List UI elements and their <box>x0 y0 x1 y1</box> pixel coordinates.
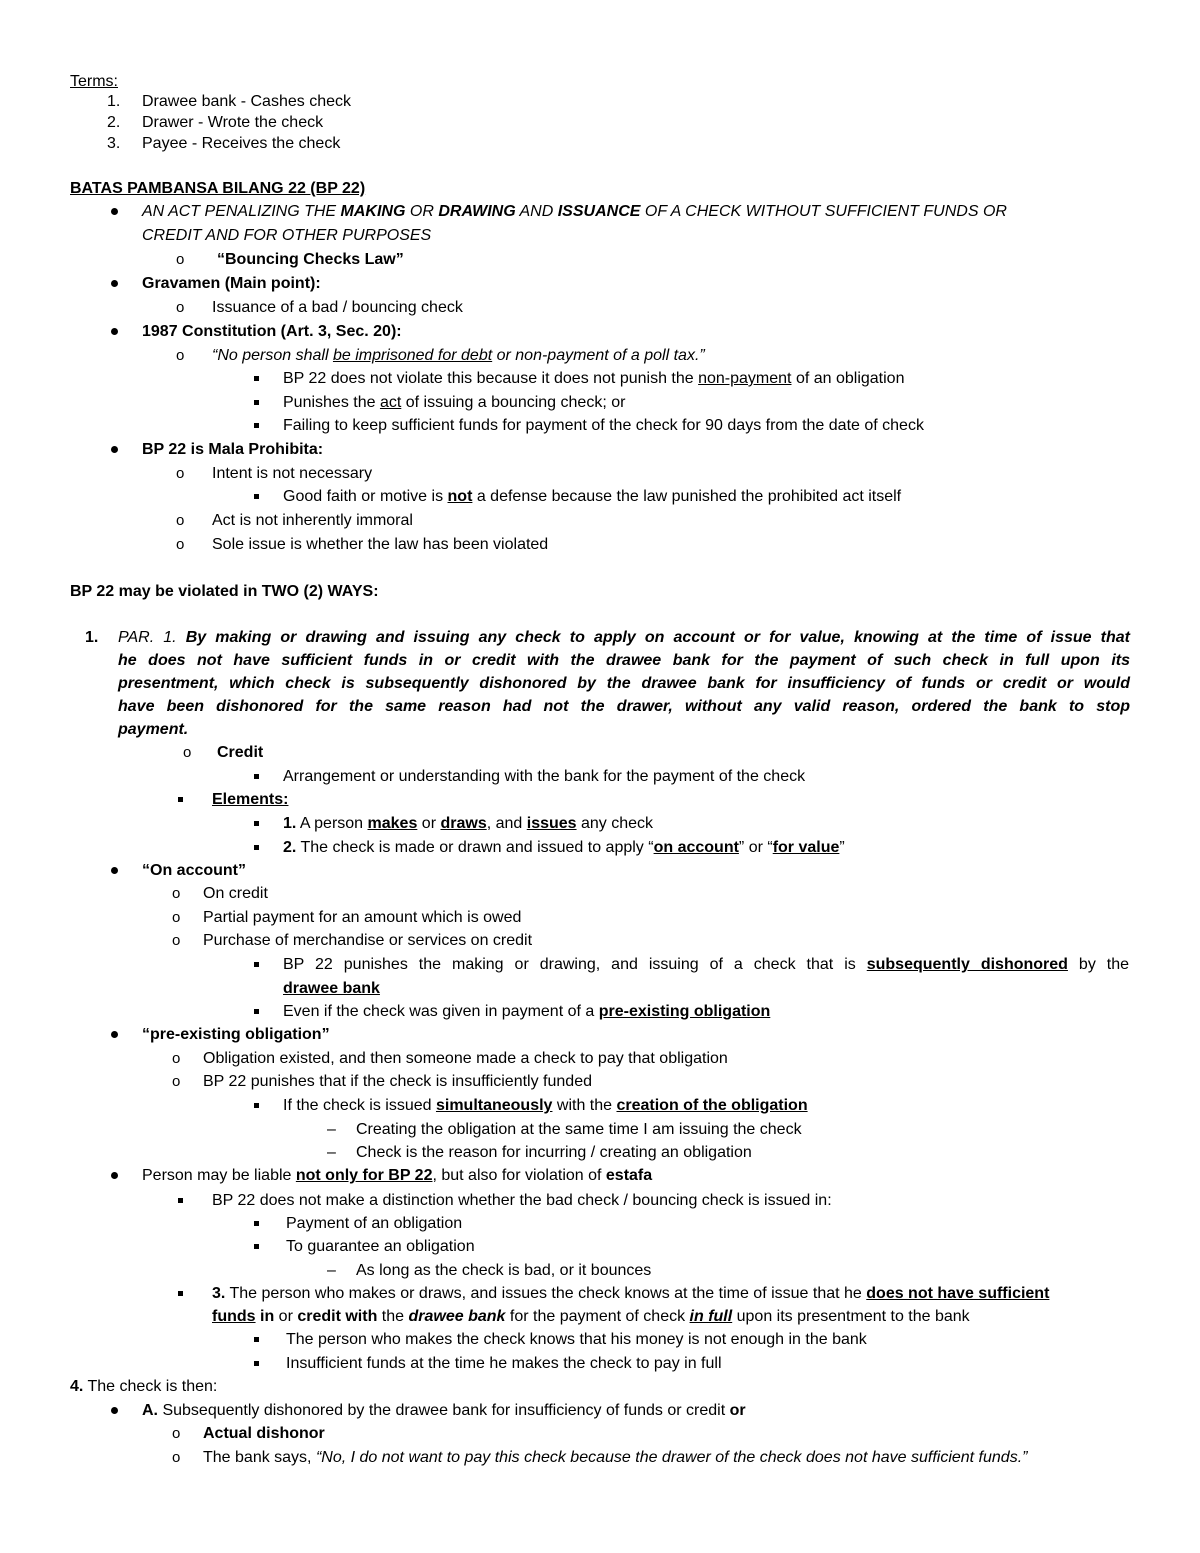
line-text <box>283 369 904 389</box>
text-run: BP 22 is Mala Prohibita: <box>142 441 324 458</box>
line-text <box>142 134 340 154</box>
line-text <box>118 674 1130 694</box>
text-run: or non-payment of a poll tax.” <box>492 347 705 364</box>
line-text <box>212 1191 832 1211</box>
bullet-square-icon <box>254 1337 259 1342</box>
text-run: The person who makes the check knows that his money is not enough in the bank <box>286 1331 867 1348</box>
text-run: The check is made or drawn and issued to apply “ <box>296 839 654 856</box>
text-run: ” or “ <box>738 839 773 856</box>
line-text <box>217 250 404 270</box>
line-text <box>283 393 625 413</box>
text-run: creation of the obligation <box>616 1097 808 1114</box>
text-run: by the <box>1067 956 1130 973</box>
bullet-square-icon <box>254 845 259 850</box>
text-run: drawee bank <box>283 980 380 997</box>
bullet-dot-icon <box>111 208 118 215</box>
text-run: Issuance of a bad / bouncing check <box>212 299 463 316</box>
bullet-square-icon <box>254 376 259 381</box>
text-run: of an obligation <box>791 370 905 387</box>
line-text <box>212 1307 970 1327</box>
text-run: “No person shall <box>212 347 333 364</box>
text-run: Drawee bank <box>142 93 237 110</box>
bullet-square-icon <box>254 400 259 405</box>
text-run: MAKING <box>340 203 406 220</box>
list-marker: o <box>172 932 181 949</box>
bullet-dot-icon <box>111 1031 118 1038</box>
line-text <box>286 1237 475 1257</box>
line-text <box>212 790 288 810</box>
bullet-dot-icon <box>111 446 118 453</box>
text-run: have been dishonored for the same reason had not the drawer, without any valid reason, ordered the bank to stop <box>118 698 1130 715</box>
list-marker: 1. <box>85 629 99 646</box>
line-text <box>70 72 118 92</box>
text-run: Sole issue is whether the law has been violated <box>212 536 549 553</box>
line-text <box>286 1214 462 1234</box>
text-run: Check is the reason for incurring / creating an obligation <box>356 1144 752 1161</box>
text-run: If the check is issued <box>283 1097 436 1114</box>
line-text <box>142 202 1007 222</box>
text-run: PAR. 1. <box>118 629 177 646</box>
text-run: 3. <box>212 1285 226 1302</box>
text-run: Credit <box>217 744 264 761</box>
text-run: not only for BP 22 <box>295 1167 433 1184</box>
bullet-square-icon <box>254 962 259 967</box>
text-run: Subsequently dishonored by the drawee bank for insufficiency of funds or credit <box>158 1402 730 1419</box>
list-marker: o <box>172 1449 181 1466</box>
text-run: - Wrote the check <box>193 114 324 131</box>
line-text <box>356 1261 651 1281</box>
list-marker: o <box>176 465 185 482</box>
line-text <box>212 1284 1049 1304</box>
text-run: - Cashes check <box>236 93 351 110</box>
list-marker: o <box>172 909 181 926</box>
bullet-dot-icon <box>111 1407 118 1414</box>
line-text <box>142 274 321 294</box>
line-text <box>212 511 413 531</box>
text-run: A. <box>142 1402 158 1419</box>
line-text <box>283 487 901 507</box>
bullet-square-icon <box>178 1291 183 1296</box>
list-marker: – <box>327 1121 336 1138</box>
text-run: or <box>729 1402 746 1419</box>
text-run: A person <box>296 815 368 832</box>
text-run: AND <box>515 203 558 220</box>
bullet-dot-icon <box>111 867 118 874</box>
text-run: “pre-existing obligation” <box>142 1026 330 1043</box>
text-run: pre-existing obligation <box>598 1003 771 1020</box>
line-text <box>212 535 548 555</box>
line-text <box>217 743 263 763</box>
text-run: makes <box>367 815 418 832</box>
list-marker: 2. <box>107 114 121 131</box>
text-run: not <box>447 488 473 505</box>
text-run: By making or drawing and issuing any check to apply on account or for value, knowing at the time of issue that <box>176 629 1130 646</box>
text-run: Elements: <box>212 791 289 808</box>
line-text <box>142 1025 330 1045</box>
text-run: Insufficient funds at the time he makes the check to pay in full <box>286 1355 722 1372</box>
line-text <box>212 346 705 366</box>
text-run: BP 22 does not violate this because it does not punish the <box>283 370 699 387</box>
text-run: On credit <box>203 885 268 902</box>
bullet-square-icon <box>178 797 183 802</box>
text-run: The person who makes or draws, and issues the check knows at the time of issue that he <box>225 1285 867 1302</box>
list-marker: o <box>176 251 185 268</box>
text-run: , but also for violation of <box>432 1167 606 1184</box>
line-text <box>203 1448 1027 1468</box>
line-text <box>283 838 845 858</box>
line-text <box>70 1377 217 1397</box>
bullet-dot-icon <box>111 280 118 287</box>
text-run: BP 22 does not make a distinction whether the bad check / bouncing check is issued in: <box>212 1192 832 1209</box>
text-run: BATAS PAMBANSA BILANG 22 (BP 22) <box>70 180 366 197</box>
text-run: estafa <box>605 1167 653 1184</box>
line-text <box>118 697 1130 717</box>
line-text <box>283 1002 770 1022</box>
text-run: presentment, which check is subsequently dishonored by the drawee bank for insufficiency of funds or credit or would <box>118 675 1130 692</box>
list-marker: o <box>172 885 181 902</box>
text-run: “Bouncing Checks Law” <box>217 251 404 268</box>
text-run: issues <box>526 815 577 832</box>
line-text <box>283 979 380 999</box>
text-run: Good faith or motive is <box>283 488 448 505</box>
text-run: Partial payment for an amount which is owed <box>203 909 522 926</box>
bullet-square-icon <box>254 1244 259 1249</box>
list-marker: o <box>176 299 185 316</box>
line-text <box>142 861 246 881</box>
bullet-square-icon <box>254 774 259 779</box>
line-text <box>356 1120 802 1140</box>
line-text <box>203 931 532 951</box>
text-run: does not have sufficient <box>866 1285 1050 1302</box>
text-run: Payment of an obligation <box>286 1215 463 1232</box>
line-text <box>142 92 351 112</box>
line-text <box>212 298 463 318</box>
text-run: Obligation existed, and then someone made a check to pay that obligation <box>203 1050 728 1067</box>
bullet-square-icon <box>254 423 259 428</box>
text-run: for value <box>772 839 840 856</box>
text-run: Gravamen (Main point): <box>142 275 321 292</box>
text-run: BP 22 punishes the making or drawing, and issuing of a check that is <box>283 956 867 973</box>
line-text <box>283 814 653 834</box>
list-marker: – <box>327 1262 336 1279</box>
text-run: AN ACT PENALIZING THE <box>142 203 341 220</box>
bullet-square-icon <box>254 1221 259 1226</box>
text-run: of issuing a bouncing check; or <box>401 394 626 411</box>
line-text <box>142 113 323 133</box>
text-run: for the payment of check <box>505 1308 690 1325</box>
bullet-square-icon <box>178 1198 183 1203</box>
bullet-square-icon <box>254 1361 259 1366</box>
text-run: To guarantee an obligation <box>286 1238 475 1255</box>
text-run: 4. <box>70 1378 84 1395</box>
line-text <box>203 884 268 904</box>
text-run: drawee bank <box>408 1308 506 1325</box>
text-run: OR <box>405 203 439 220</box>
text-run: on account <box>653 839 739 856</box>
text-run: Person may be liable <box>142 1167 296 1184</box>
text-run: CREDIT AND FOR OTHER PURPOSES <box>142 227 432 244</box>
text-run: - Receives the check <box>187 135 341 152</box>
text-run: non-payment <box>698 370 792 387</box>
text-run: The bank says, <box>203 1449 316 1466</box>
text-run: in full <box>689 1308 733 1325</box>
line-text <box>203 1072 592 1092</box>
text-run: or <box>274 1308 298 1325</box>
line-text <box>142 322 402 342</box>
line-text <box>70 582 379 602</box>
text-run: subsequently dishonored <box>866 956 1068 973</box>
text-run: Creating the obligation at the same time I am issuing the check <box>356 1121 802 1138</box>
line-text <box>142 440 323 460</box>
list-marker: o <box>172 1073 181 1090</box>
line-text <box>283 767 805 787</box>
text-run: Arrangement or understanding with the bank for the payment of the check <box>283 768 806 785</box>
text-run: “On account” <box>142 862 247 879</box>
text-run: Drawer <box>142 114 194 131</box>
text-run: 1987 Constitution (Art. 3, Sec. 20): <box>142 323 402 340</box>
bullet-square-icon <box>254 1103 259 1108</box>
line-text <box>118 651 1130 671</box>
line-text <box>283 955 1129 975</box>
text-run: ” <box>839 839 845 856</box>
line-text <box>142 1166 652 1186</box>
text-run: DRAWING <box>438 203 516 220</box>
text-run: or <box>417 815 441 832</box>
list-marker: o <box>183 744 192 761</box>
line-text <box>212 464 372 484</box>
list-marker: 1. <box>107 93 121 110</box>
line-text <box>203 1424 325 1444</box>
text-run: Act is not inherently immoral <box>212 512 413 529</box>
text-run: upon its presentment to the bank <box>732 1308 970 1325</box>
text-run: BP 22 punishes that if the check is insufficiently funded <box>203 1073 592 1090</box>
text-run: ISSUANCE <box>557 203 641 220</box>
text-run: Purchase of merchandise or services on credit <box>203 932 533 949</box>
text-run: Payee <box>142 135 188 152</box>
line-text <box>118 628 1130 648</box>
line-text <box>203 1049 728 1069</box>
text-run: simultaneously <box>435 1097 553 1114</box>
text-run: he does not have sufficient funds in or credit with the drawee bank for the payment of such check in full upon its <box>118 652 1130 669</box>
text-run: The check is then: <box>83 1378 218 1395</box>
text-run: a defense because the law punished the prohibited act itself <box>472 488 902 505</box>
text-run: , and <box>486 815 527 832</box>
line-text <box>70 179 365 199</box>
text-run: 2. <box>283 839 297 856</box>
text-run: credit with <box>297 1308 378 1325</box>
list-marker: o <box>176 347 185 364</box>
text-run: payment. <box>118 721 189 738</box>
text-run: Punishes the <box>283 394 380 411</box>
bullet-square-icon <box>254 1009 259 1014</box>
text-run: “No, I do not want to pay this check because the drawer of the check does not have sufficient funds.” <box>315 1449 1028 1466</box>
line-text <box>118 720 188 740</box>
bullet-dot-icon <box>111 1172 118 1179</box>
text-run: Failing to keep sufficient funds for payment of the check for 90 days from the date of check <box>283 417 924 434</box>
text-run: As long as the check is bad, or it bounces <box>356 1262 652 1279</box>
line-text <box>142 226 431 246</box>
text-run: draws <box>440 815 487 832</box>
text-run: Intent is not necessary <box>212 465 373 482</box>
bullet-dot-icon <box>111 328 118 335</box>
list-marker: o <box>172 1050 181 1067</box>
line-text <box>142 1401 746 1421</box>
text-run: funds <box>212 1308 256 1325</box>
line-text <box>203 908 521 928</box>
text-run: with the <box>552 1097 617 1114</box>
line-text <box>286 1330 867 1350</box>
list-marker: 3. <box>107 135 121 152</box>
text-run: Terms: <box>70 73 118 90</box>
line-text <box>286 1354 722 1374</box>
line-text <box>283 1096 808 1116</box>
line-text <box>283 416 924 436</box>
list-marker: o <box>172 1425 181 1442</box>
text-run: OF A CHECK WITHOUT SUFFICIENT FUNDS OR <box>640 203 1007 220</box>
text-run: be imprisoned for debt <box>332 347 493 364</box>
text-run: Actual dishonor <box>203 1425 325 1442</box>
text-run: act <box>379 394 402 411</box>
text-run: Even if the check was given in payment of a <box>283 1003 599 1020</box>
text-run: 1. <box>283 815 297 832</box>
list-marker: o <box>176 536 185 553</box>
bullet-square-icon <box>254 494 259 499</box>
list-marker: o <box>176 512 185 529</box>
text-run: the <box>377 1308 409 1325</box>
bullet-square-icon <box>254 821 259 826</box>
text-run: BP 22 may be violated in TWO (2) WAYS: <box>70 583 379 600</box>
text-run: in <box>255 1308 275 1325</box>
list-marker: – <box>327 1144 336 1161</box>
line-text <box>356 1143 752 1163</box>
text-run: any check <box>576 815 654 832</box>
